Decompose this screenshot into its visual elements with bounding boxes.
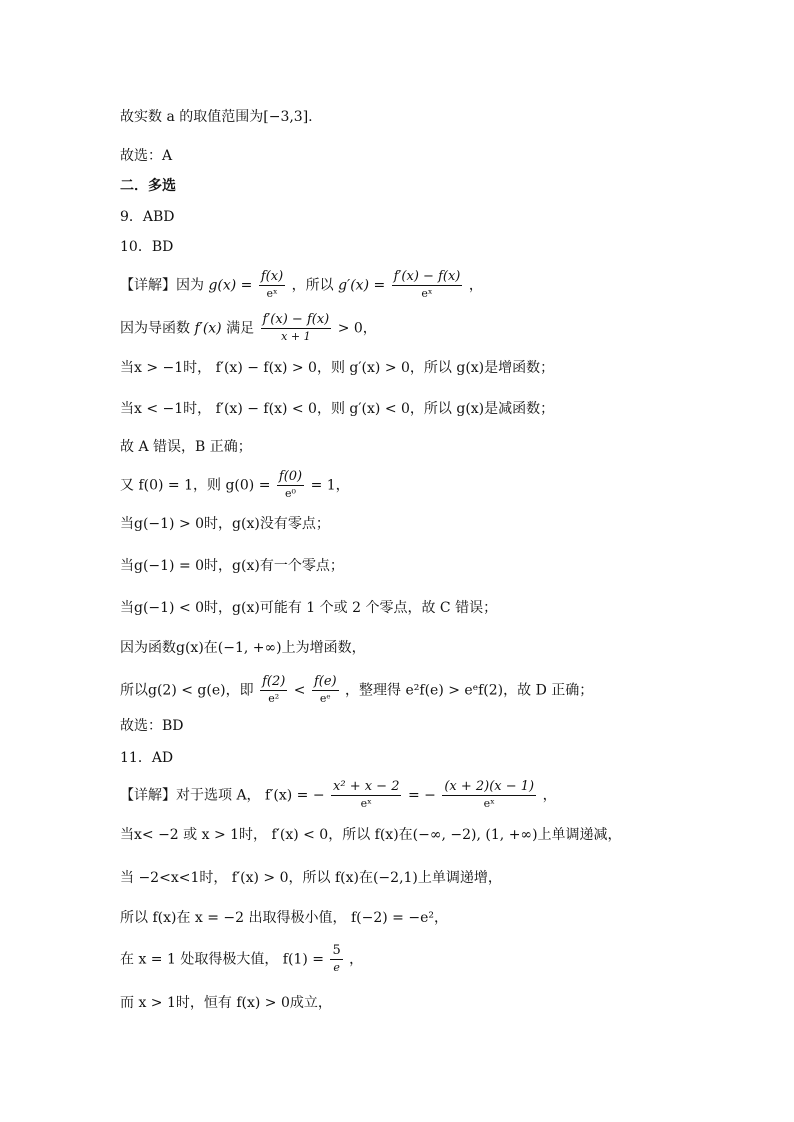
- numerator: 5: [332, 943, 341, 958]
- text-line-range: 故实数 a 的取值范围为[−3,3].: [120, 109, 313, 125]
- section-heading-multi-select: 二．多选: [120, 178, 176, 194]
- text: 因为导函数: [120, 320, 190, 337]
- detail-line-compare: [120, 675, 593, 706]
- text: 所以g(2) < g(e)，即: [120, 682, 254, 699]
- denominator: x + 1: [281, 330, 311, 343]
- numerator: f′(x) − f(x): [393, 269, 461, 284]
- detail-line-increasing-interval-2: 当 −2<x<1时， f′(x) > 0，所以 f(x)在(−2,1)上单调递增，: [120, 870, 502, 886]
- detail-line-case-negative: 当g(−1) < 0时，g(x)可能有 1 个或 2 个零点，故 C 错误；: [120, 600, 498, 616]
- fraction: [442, 780, 536, 811]
- answer-9: 9．ABD: [120, 209, 175, 225]
- text: <: [293, 682, 306, 699]
- detail-line-decreasing-intervals: 当x< −2 或 x > 1时， f′(x) < 0，所以 f(x)在(−∞, −2), (1, +∞)上单调递减，: [120, 827, 622, 843]
- answer-10: 10．BD: [120, 239, 174, 255]
- numerator: (x + 2)(x − 1): [444, 779, 535, 794]
- fraction: [330, 944, 342, 975]
- text: ，整理得 e²f(e) > eᵉf(2)，故 D 正确；: [345, 682, 594, 699]
- fraction: [260, 675, 287, 706]
- text: 又 f(0) = 1，则 g(0) =: [120, 477, 271, 494]
- detail-line-positive: 而 x > 1时，恒有 f(x) > 0成立，: [120, 995, 332, 1011]
- detail-line-min: 所以 f(x)在 x = −2 出取得极小值， f(−2) = −e²，: [120, 910, 448, 926]
- numerator: f(e): [313, 674, 337, 689]
- answer-11: 11．AD: [120, 750, 174, 766]
- fraction: [331, 780, 401, 811]
- fraction: [312, 675, 339, 706]
- denominator: e: [333, 961, 340, 974]
- denominator: eᵉ: [319, 692, 331, 705]
- denominator: eˣ: [483, 797, 495, 810]
- detail-line-case-zero: 当g(−1) = 0时，g(x)有一个零点；: [120, 558, 344, 574]
- detail-line-increasing-interval: 因为函数g(x)在(−1, +∞)上为增函数，: [120, 640, 366, 656]
- text: = −: [407, 787, 436, 804]
- detail-line-derivative-condition: [120, 313, 377, 344]
- denominator: eˣ: [266, 287, 278, 300]
- detail-line-a-b: 故 A 错误，B 正确；: [120, 439, 252, 455]
- detail-line-g0: [120, 470, 350, 501]
- detail-line-max: [120, 944, 363, 975]
- text: 【详解】因为: [120, 277, 204, 294]
- fraction: [261, 313, 332, 344]
- text: 在 x = 1 处取得极大值， f(1) =: [120, 951, 324, 968]
- fraction: [277, 470, 304, 501]
- text: ，: [349, 951, 364, 968]
- math: f′(x): [194, 320, 222, 337]
- text: 满足: [226, 320, 255, 337]
- text: ，: [542, 787, 557, 804]
- text: = 1，: [310, 477, 350, 494]
- numerator: f′(x) − f(x): [262, 312, 330, 327]
- detail-line-increasing: 当x > −1时， f′(x) − f(x) > 0，则 g′(x) > 0，所以 g(x)是增函数；: [120, 360, 555, 376]
- detail-line-option-a: [120, 780, 557, 811]
- math: g(x) =: [208, 277, 253, 294]
- numerator: x² + x − 2: [333, 779, 400, 794]
- numerator: f(x): [260, 269, 284, 284]
- math: g′(x) =: [338, 277, 386, 294]
- text-line-answer-bd: 故选：BD: [120, 718, 184, 734]
- detail-line-g-definition: [120, 270, 483, 301]
- denominator: eˣ: [421, 287, 433, 300]
- text: > 0，: [337, 320, 377, 337]
- denominator: e⁰: [285, 487, 296, 500]
- fraction: [259, 270, 285, 301]
- text: ，所以: [291, 277, 334, 294]
- denominator: e²: [268, 692, 280, 705]
- detail-line-decreasing: 当x < −1时， f′(x) − f(x) < 0，则 g′(x) < 0，所以 g(x)是减函数；: [120, 401, 555, 417]
- text: ，: [468, 277, 483, 294]
- text: 【详解】对于选项 A， f′(x) = −: [120, 787, 325, 804]
- numerator: f(0): [278, 469, 303, 484]
- denominator: eˣ: [360, 797, 372, 810]
- fraction: [392, 270, 463, 301]
- detail-line-case-positive: 当g(−1) > 0时，g(x)没有零点；: [120, 516, 330, 532]
- text-line-answer-a: 故选：A: [120, 148, 173, 164]
- numerator: f(2): [262, 674, 286, 689]
